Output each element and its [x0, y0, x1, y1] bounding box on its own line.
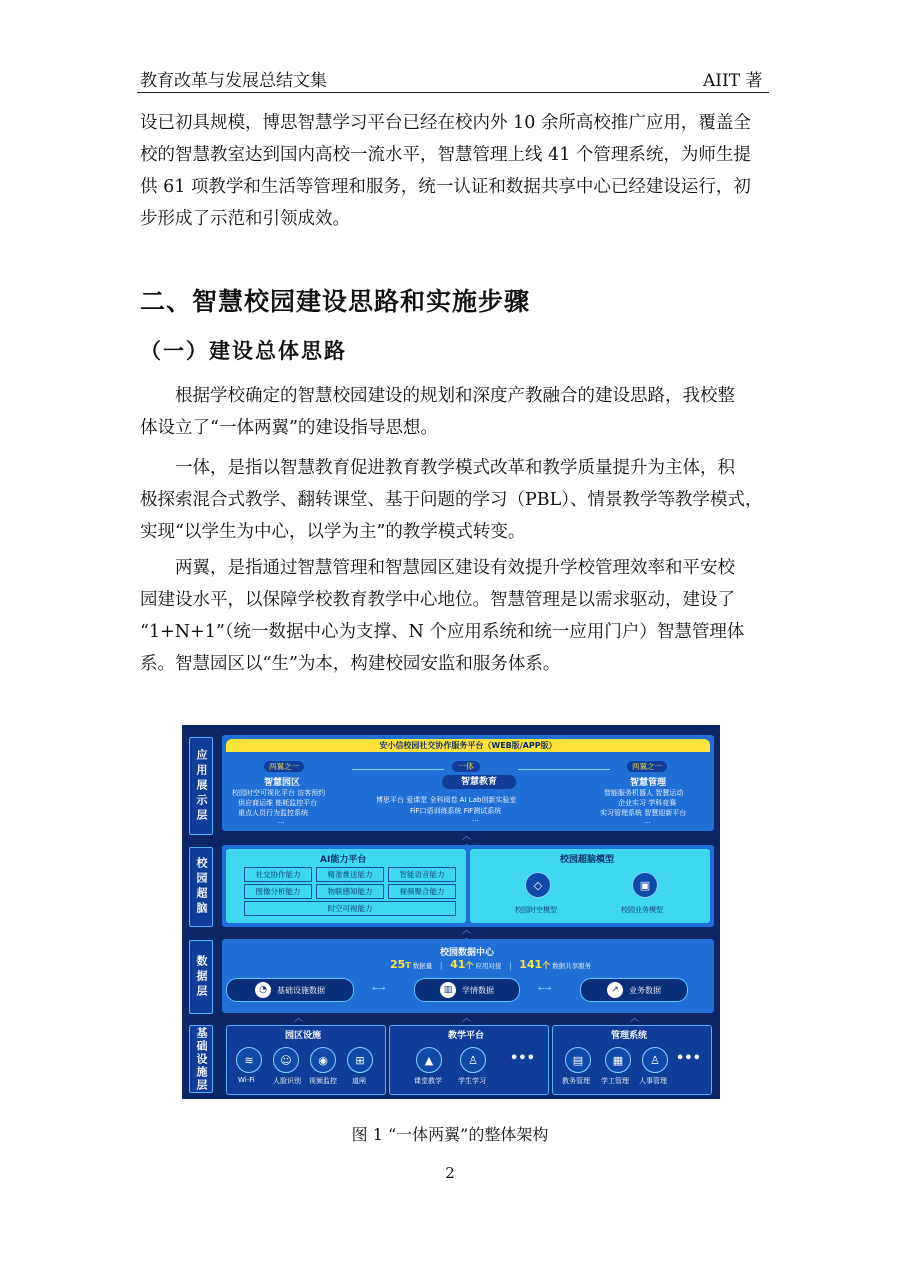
text-line: 根据学校确定的智慧校园建设的规划和深度产教融合的建设思路，我校整: [175, 386, 735, 406]
pill-label: 基础设施数据: [277, 985, 325, 995]
more-icon: •••: [676, 1051, 701, 1066]
infra-item-label: 学生学习: [458, 1077, 486, 1085]
brain-model-item: 校园时空模型: [515, 906, 557, 914]
data-center-title: 校园数据中心: [440, 948, 495, 958]
center-item: FiF口语训练系统 FiF测试系统: [410, 807, 502, 815]
layer-label-brain: [189, 847, 213, 927]
graduation-cap-icon: ▲: [416, 1047, 442, 1073]
infra-group-title: 管理系统: [611, 1031, 648, 1041]
text-line: 步形成了示范和引领成效。: [140, 209, 350, 229]
intro-paragraph: [140, 107, 770, 235]
ai-capability-chip: 视频聚合能力: [388, 884, 456, 899]
layer-label-application: [189, 737, 213, 835]
pie-chart-icon: ◔: [255, 982, 271, 998]
wifi-icon: ≋: [236, 1047, 262, 1073]
right-wing-item: ...: [644, 817, 651, 825]
infra-group-title: 教学平台: [448, 1031, 485, 1041]
student-icon: ♙: [460, 1047, 486, 1073]
right-wing-item: 企业实习 学科竞赛: [618, 799, 677, 807]
chevron-up-icon: ︿: [462, 1014, 472, 1024]
center-item: 博思平台 爱课堂 全科阅卷 AI Lab创新实验室: [376, 796, 517, 804]
right-wing-title: 智慧管理: [630, 778, 667, 788]
ai-platform-title: AI能力平台: [320, 855, 367, 865]
face-recognition-icon: ☺: [273, 1047, 299, 1073]
more-icon: •••: [510, 1051, 535, 1066]
stat-divider: |: [439, 961, 443, 970]
camera-icon: ◉: [310, 1047, 336, 1073]
clipboard-icon: ▦: [605, 1047, 631, 1073]
ai-capability-chip: 精准推送能力: [316, 867, 384, 882]
right-wing-badge: 两翼之一: [627, 761, 667, 772]
text-line: 供 61 项教学和生活等管理和服务，统一认证和数据共享中心已经建设运行，初: [140, 177, 751, 197]
text-line: 两翼，是指通过智慧管理和智慧园区建设有效提升学校管理效率和平安校: [175, 558, 735, 578]
stat-label: 应用对接: [475, 962, 502, 970]
ai-capability-chip: 物联感知能力: [316, 884, 384, 899]
left-wing-item: 校园时空可视化平台 访客预约: [232, 789, 326, 797]
ai-capability-chip: 智能语音能力: [388, 867, 456, 882]
stat-number: 25: [390, 958, 406, 971]
text-line: “1+N+1”（统一数据中心为支撑、N 个应用系统和统一应用门户）智慧管理体: [140, 622, 745, 642]
center-badge: 一体: [452, 761, 480, 772]
layer-label-text: 校园超脑: [195, 857, 208, 917]
layer-label-infra: [189, 1025, 213, 1093]
infra-item-label: Wi-Fi: [238, 1076, 255, 1084]
stat-label: 数据量: [412, 962, 433, 970]
stat-number: 141: [519, 958, 543, 971]
pill-label: 业务数据: [629, 985, 661, 995]
infra-item-label: 课堂教学: [414, 1077, 442, 1085]
text-line: 系。智慧园区以“生”为本，构建校园安监和服务体系。: [140, 654, 561, 674]
infra-item-label: 学工管理: [601, 1077, 629, 1085]
center-title: 智慧教育: [442, 775, 516, 789]
chevron-up-icon: ︿: [294, 1014, 304, 1024]
running-header-title: 教育改革与发展总结文集: [140, 71, 327, 91]
infra-item-label: 人事管理: [639, 1077, 667, 1085]
gate-icon: ⊞: [347, 1047, 373, 1073]
left-wing-item: 供应商运维 能耗监控平台: [238, 799, 318, 807]
text-line: 园建设水平，以保障学校教育教学中心地位。智慧管理是以需求驱动，建设了: [140, 590, 735, 610]
platform-banner: 安小信校园社交协作服务平台（WEB版/APP版）: [226, 739, 710, 752]
chevron-up-icon: ︿: [630, 1014, 640, 1024]
stat-unit: 个: [465, 961, 474, 970]
data-stats: [390, 958, 591, 971]
ai-capability-chip: 时空可视能力: [244, 901, 456, 916]
paragraph-1: [140, 380, 770, 444]
text-line: 校的智慧教室达到国内高校一流水平，智慧管理上线 41 个管理系统，为师生提: [140, 145, 751, 165]
ai-capability-chip: 图像分析能力: [244, 884, 312, 899]
layer-label-text: 数据层: [195, 954, 208, 1000]
stat-label: 数据共享服务: [552, 962, 592, 970]
stat-unit: 个: [542, 961, 551, 970]
brain-model-item: 校园业务模型: [621, 906, 663, 914]
ai-capability-chip: 社交协作能力: [244, 867, 312, 882]
stat-unit: T: [405, 961, 411, 970]
stat-number: 41: [450, 958, 466, 971]
stat-divider: |: [508, 961, 512, 970]
trend-icon: ↗: [607, 982, 623, 998]
connector-line: [518, 769, 610, 770]
layer-label-data: [189, 940, 213, 1014]
left-wing-badge: 两翼之一: [264, 761, 304, 772]
figure-caption: 图 1 “一体两翼”的整体架构: [351, 1125, 549, 1144]
left-wing-item: 重点人员行为监控系统: [238, 809, 308, 817]
running-header-author: AIIT 著: [703, 71, 763, 91]
brain-model-title: 校园超脑模型: [560, 855, 615, 865]
text-line: 极探索混合式教学、翻转课堂、基于问题的学习（PBL）、情景教学等教学模式，: [140, 490, 763, 510]
book-icon: ▤: [565, 1047, 591, 1073]
briefcase-icon: ▣: [632, 872, 658, 898]
left-wing-item: ...: [278, 817, 285, 825]
left-wing-title: 智慧园区: [264, 778, 301, 788]
page-number: 2: [445, 1164, 455, 1182]
infra-group-title: 园区设施: [285, 1031, 322, 1041]
pill-business-data: [580, 978, 688, 1002]
chevron-up-icon: ︿: [462, 926, 472, 936]
right-wing-item: 智能服务机器人 智慧运动: [604, 789, 684, 797]
architecture-figure: [182, 725, 720, 1099]
infra-item-label: 道闸: [352, 1077, 366, 1085]
connector-line: [352, 769, 444, 770]
layer-label-text: 基础设施层: [195, 1026, 208, 1092]
infra-item-label: 人脸识别: [273, 1077, 301, 1085]
section-heading: 二、智慧校园建设思路和实施步骤: [140, 287, 531, 316]
infra-item-label: 教务管理: [562, 1077, 590, 1085]
pill-infra-data: [226, 978, 354, 1002]
exchange-arrow-icon: ←→: [372, 984, 386, 993]
text-line: 体设立了“一体两翼”的建设指导思想。: [140, 418, 438, 438]
right-wing-item: 实习管理系统 智慧迎新平台: [600, 809, 687, 817]
text-line: 一体，是指以智慧教育促进教育教学模式改革和教学质量提升为主体，积: [175, 458, 735, 478]
text-line: 设已初具规模，博思智慧学习平台已经在校内外 10 余所高校推广应用，覆盖全: [140, 113, 751, 133]
text-line: 实现“以学生为中心，以学为主”的教学模式转变。: [140, 522, 526, 542]
pill-learning-data: [414, 978, 520, 1002]
layer-label-text: 应用展示层: [195, 748, 208, 824]
bar-chart-icon: ▥: [440, 982, 456, 998]
paragraph-2: [140, 452, 770, 548]
exchange-arrow-icon: ←→: [538, 984, 552, 993]
infra-item-label: 视频监控: [309, 1077, 337, 1085]
header-rule: [137, 92, 769, 93]
person-icon: ♙: [642, 1047, 668, 1073]
cube-icon: ◇: [525, 872, 551, 898]
paragraph-3: [140, 552, 770, 680]
pill-label: 学情数据: [462, 985, 494, 995]
center-item: ...: [472, 815, 479, 823]
chevron-up-icon: ︿: [462, 832, 472, 842]
subsection-heading: （一）建设总体思路: [140, 338, 347, 363]
